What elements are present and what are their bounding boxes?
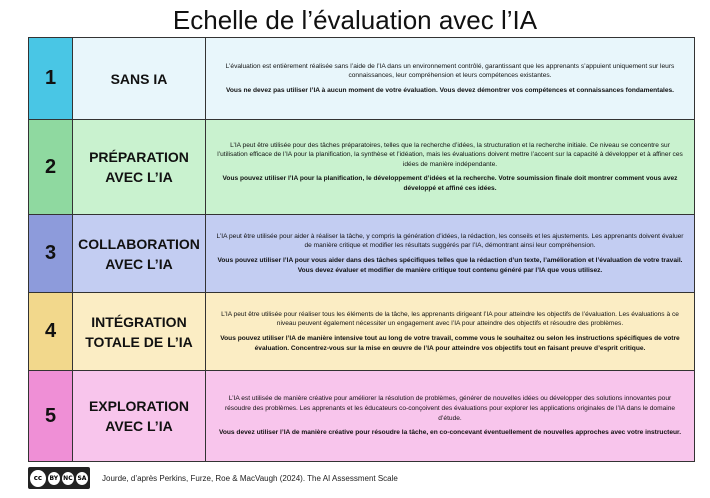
creative-commons-by-nc-sa-icon <box>28 467 90 489</box>
level-description-text: L’IA est utilisée de manière créative pour améliorer la résolution de problèmes, générer de nouvelles idées ou développer des solutions innovantes pour résoudre des problèmes. Les apprenants et les éducateurs co-conçoivent des évaluations pour explorer les applications originales de l’IA dans le domaine d’étude. <box>224 395 676 422</box>
level-number: 4 <box>29 293 73 370</box>
level-label: SANS IA <box>73 38 206 119</box>
level-row-1 <box>29 38 694 120</box>
level-description <box>206 371 694 461</box>
level-instruction-text: Vous pouvez utiliser l’IA pour vous aider dans des tâches spécifiques telles que la rédaction d’un texte, l’amélioration et l’évaluation de votre travail. Vous devez évaluer et modifier de manière critique tout contenu généré par l’IA que vous utilisez. <box>217 257 683 274</box>
level-description-text: L’IA peut être utilisée pour aider à réaliser la tâche, y compris la génération d’idées, la rédaction, les conseils et les ajustements. Les apprenants doivent évaluer de manière critique et modifier les résultats suggérés par l’IA, démontrant ainsi leur compréhension. <box>216 232 684 250</box>
level-description-text: L’IA peut être utilisée pour des tâches préparatoires, telles que la recherche d’idées, la structuration et la recherche initiale. Ce niveau se concentre sur l’utilisation efficace de l’IA pour la planification, la synthèse et l’idéation, mais les évaluations doivent mettre l’accent sur la capacité à développer et à affiner ces idées de manière indépendante. <box>217 141 683 168</box>
page-title: Echelle de l’évaluation avec l’IA <box>172 5 538 35</box>
level-instruction-text: Vous pouvez utiliser l’IA pour la planification, le développement d’idées et la recherche. Votre soumission finale doit montrer comment vous avez développé et affiné ces idées. <box>222 175 678 192</box>
level-description <box>206 120 694 214</box>
level-instruction-text: Vous devez utiliser l’IA de manière créative pour résoudre la tâche, en co-concevant éventuellement de nouvelles approches avec votre instructeur. <box>218 429 682 437</box>
sa-icon: SA <box>76 472 88 485</box>
level-label: EXPLORATION AVEC L’IA <box>73 371 206 461</box>
level-instruction-text: Vous ne devez pas utiliser l’IA à aucun moment de votre évaluation. Vous devez démontrer vos compétences et connaissances fondamentales. <box>225 86 675 94</box>
level-number: 2 <box>29 120 73 214</box>
level-description <box>206 293 694 370</box>
by-icon: BY <box>48 472 60 485</box>
nc-icon: NC <box>62 472 74 485</box>
level-description-text: L’évaluation est entièrement réalisée sans l’aide de l’IA dans un environnement contrôlé, garantissant que les apprenants s’appuient uniquement sur leurs connaissances, leur compréhension et leurs compétences existantes. <box>225 62 675 80</box>
level-label: PRÉPARATION AVEC L’IA <box>73 120 206 214</box>
cc-icon: cc <box>30 470 46 487</box>
level-row-5 <box>29 371 694 461</box>
level-row-4 <box>29 293 694 371</box>
credit-text: Jourde, d’après Perkins, Furze, Roe & MacVaugh (2024). The AI Assessment Scale <box>102 473 398 483</box>
assessment-scale-table <box>28 37 695 462</box>
level-description <box>206 215 694 292</box>
footer <box>28 466 695 490</box>
level-number: 1 <box>29 38 73 119</box>
level-label: INTÉGRATION TOTALE DE L’IA <box>73 293 206 370</box>
level-number: 3 <box>29 215 73 292</box>
level-instruction-text: Vous pouvez utiliser l’IA de manière intensive tout au long de votre travail, comme vous le souhaitez ou selon les instructions spécifiques de votre évaluation. Concentrez-vous sur la mise en œuvre de l’IA pour atteindre vos objectifs tout en faisant preuve d’esprit critique. <box>220 335 680 352</box>
level-number: 5 <box>29 371 73 461</box>
level-description-text: L’IA peut être utilisée pour réaliser tous les éléments de la tâche, les apprenants dirigeant l’IA pour atteindre les objectifs de l’évaluation. Les évaluations à ce niveau peuvent également nécessiter un engagement avec l’IA pour atteindre des objectifs et résoudre des problèmes. <box>221 310 679 328</box>
level-description <box>206 38 694 119</box>
level-row-2 <box>29 120 694 215</box>
level-row-3 <box>29 215 694 293</box>
level-label: COLLABORATION AVEC L’IA <box>73 215 206 292</box>
